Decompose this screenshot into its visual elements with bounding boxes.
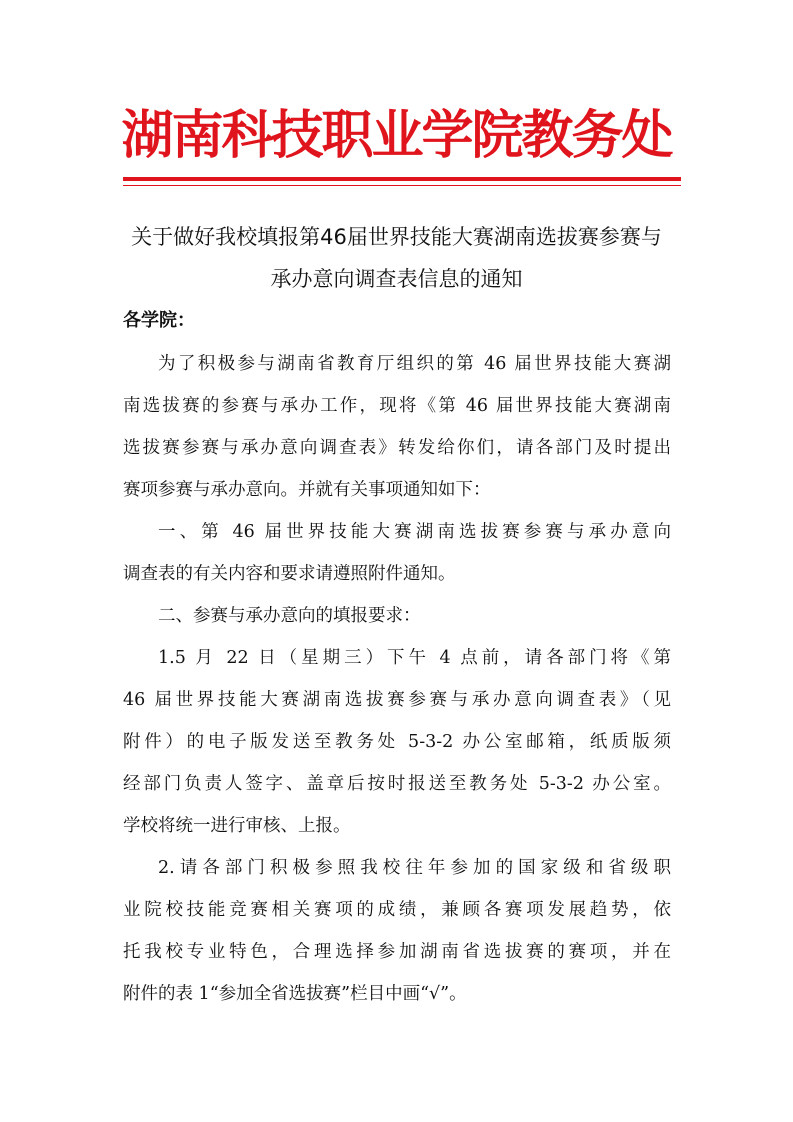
notice-title-line-2: 承办意向调查表信息的通知 [270,267,523,291]
body-line: 赛项参赛与承办意向。并就有关事项通知如下： [123,480,491,500]
body-line: 2.请各部门积极参照我校往年参加的国家级和省级职 [158,858,671,878]
body-line: 经部门负责人签字、盖章后按时报送至教务处 5-3-2 办公室。 [123,774,671,794]
body-line: 调查表的有关内容和要求请遵照附件通知。 [123,564,456,584]
body-line: 为了积极参与湖南省教育厅组织的第 46 届世界技能大赛湖 [158,354,671,374]
letterhead-rule-thin [123,185,681,186]
letterhead-rule-thick [123,177,681,181]
body-line: 学校将统一进行审核、上报。 [123,816,351,836]
notice-title-line-1: 关于做好我校填报第46届世界技能大赛湖南选拔赛参赛与 [131,225,662,249]
body-line: 46 届世界技能大赛湖南选拔赛参赛与承办意向调查表》（见 [123,690,671,710]
body-line: 附件的表 1“参加全省选拔赛”栏目中画“√”。 [123,984,467,1004]
body-line: 二、参赛与承办意向的填报要求： [158,606,421,626]
letterhead-title: 湖南科技职业学院教务处 [121,105,672,166]
body-line: 选拔赛参赛与承办意向调查表》转发给你们，请各部门及时提出 [123,438,671,458]
salutation: 各学院： [123,310,195,331]
body-line: 1.5 月 22 日（星期三）下午 4 点前，请各部门将《第 [158,648,671,668]
body-line: 南选拔赛的参赛与承办工作，现将《第 46 届世界技能大赛湖南 [123,396,671,416]
body-line: 托我校专业特色，合理选择参加湖南省选拔赛的赛项，并在 [123,942,671,962]
body-line: 业院校技能竞赛相关赛项的成绩，兼顾各赛项发展趋势，依 [123,900,671,920]
body-line: 一、第 46 届世界技能大赛湖南选拔赛参赛与承办意向 [158,522,671,542]
body-line: 附件）的电子版发送至教务处 5-3-2 办公室邮箱，纸质版须 [123,732,671,752]
